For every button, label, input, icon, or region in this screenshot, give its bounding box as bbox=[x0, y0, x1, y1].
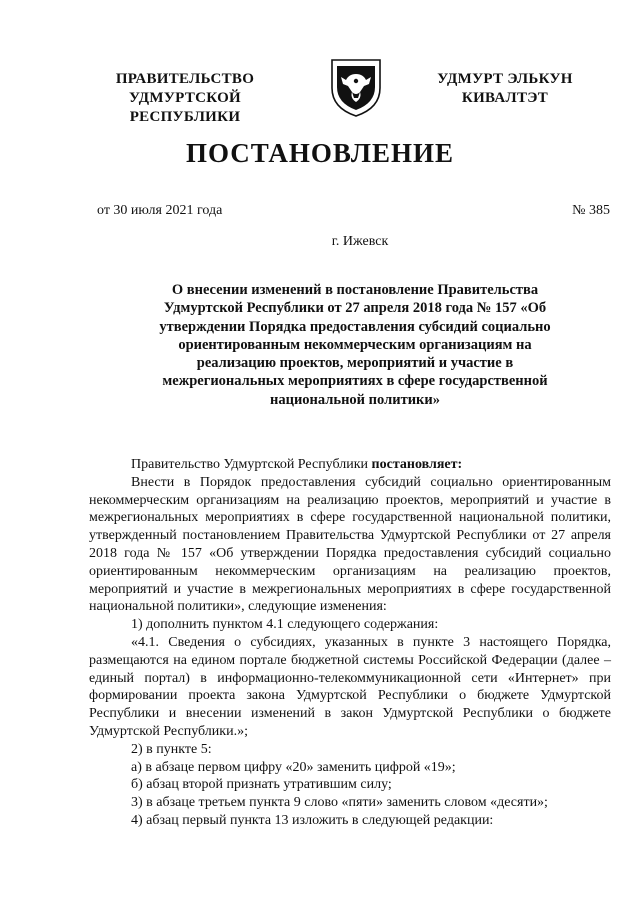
udmurt-coat-of-arms-icon bbox=[328, 58, 384, 118]
intro-paragraph bbox=[89, 456, 611, 474]
paragraph-2: 1) дополнить пунктом 4.1 следующего содержания: bbox=[131, 617, 439, 633]
paragraph-4: 2) в пункте 5: bbox=[131, 741, 212, 757]
header-left bbox=[80, 70, 290, 127]
header-right bbox=[400, 70, 610, 108]
document-date: от 30 июля 2021 года bbox=[97, 203, 223, 218]
document-body bbox=[89, 456, 611, 830]
document-city: г. Ижевск bbox=[331, 234, 389, 249]
header-left-line2: УДМУРТСКОЙ РЕСПУБЛИКИ bbox=[129, 90, 241, 125]
paragraph-6: б) абзац второй признать утратившим силу; bbox=[131, 777, 392, 793]
document-subject: О внесении изменений в постановление Правительства Удмуртской Республики от 27 апреля 2018 года № 157 «Об утверждении Порядка предоставления субсидий социально ориентированным некоммерческим организациям на реализацию проектов, мероприятий и участие в межрегиональных мероприятиях в сфере государственной национальной политики» bbox=[159, 282, 551, 408]
header-right-line2: КИВАЛТЭТ bbox=[461, 90, 549, 106]
paragraph-7: 3) в абзаце третьем пункта 9 слово «пяти» заменить словом «десяти»; bbox=[131, 795, 548, 811]
paragraph-1: Внести в Порядок предоставления субсидий социально ориентированным некоммерческим организациям на реализацию проектов, мероприятий и участие в межрегиональных мероприятиях в сфере государственной национальной политики, утвержденный постановлением Правительства Удмуртской Республики от 27 апреля 2018 года № 157 «Об утверждении Порядка предоставления субсидий социально ориентированным некоммерческим организациям на реализацию проектов, мероприятий и участие в межрегиональных мероприятиях в сфере государственной национальной политики», следующие изменения: bbox=[89, 474, 611, 615]
document-title: ПОСТАНОВЛЕНИЕ bbox=[185, 138, 455, 168]
paragraph-3: «4.1. Сведения о субсидиях, указанных в пункте 3 настоящего Порядка, размещаются на едином портале бюджетной системы Российской Федерации (далее – единый портал) в информационно-телекоммуникационной сети «Интернет» при формировании проекта закона Удмуртской Республики о бюджете Удмуртской Республики и внесении изменений в закон Удмуртской Республики о бюджете Удмуртской Республики.»; bbox=[89, 634, 611, 739]
intro-bold: постановляет: bbox=[371, 457, 463, 472]
document-number: № 385 bbox=[572, 203, 610, 218]
paragraph-5: а) в абзаце первом цифру «20» заменить цифрой «19»; bbox=[131, 759, 456, 775]
header-left-line1: ПРАВИТЕЛЬСТВО bbox=[115, 71, 255, 87]
intro-text: Правительство Удмуртской Республики bbox=[131, 457, 372, 472]
paragraph-8: 4) абзац первый пункта 13 изложить в следующей редакции: bbox=[131, 812, 494, 828]
header-right-line1: УДМУРТ ЭЛЬКУН bbox=[437, 71, 573, 87]
